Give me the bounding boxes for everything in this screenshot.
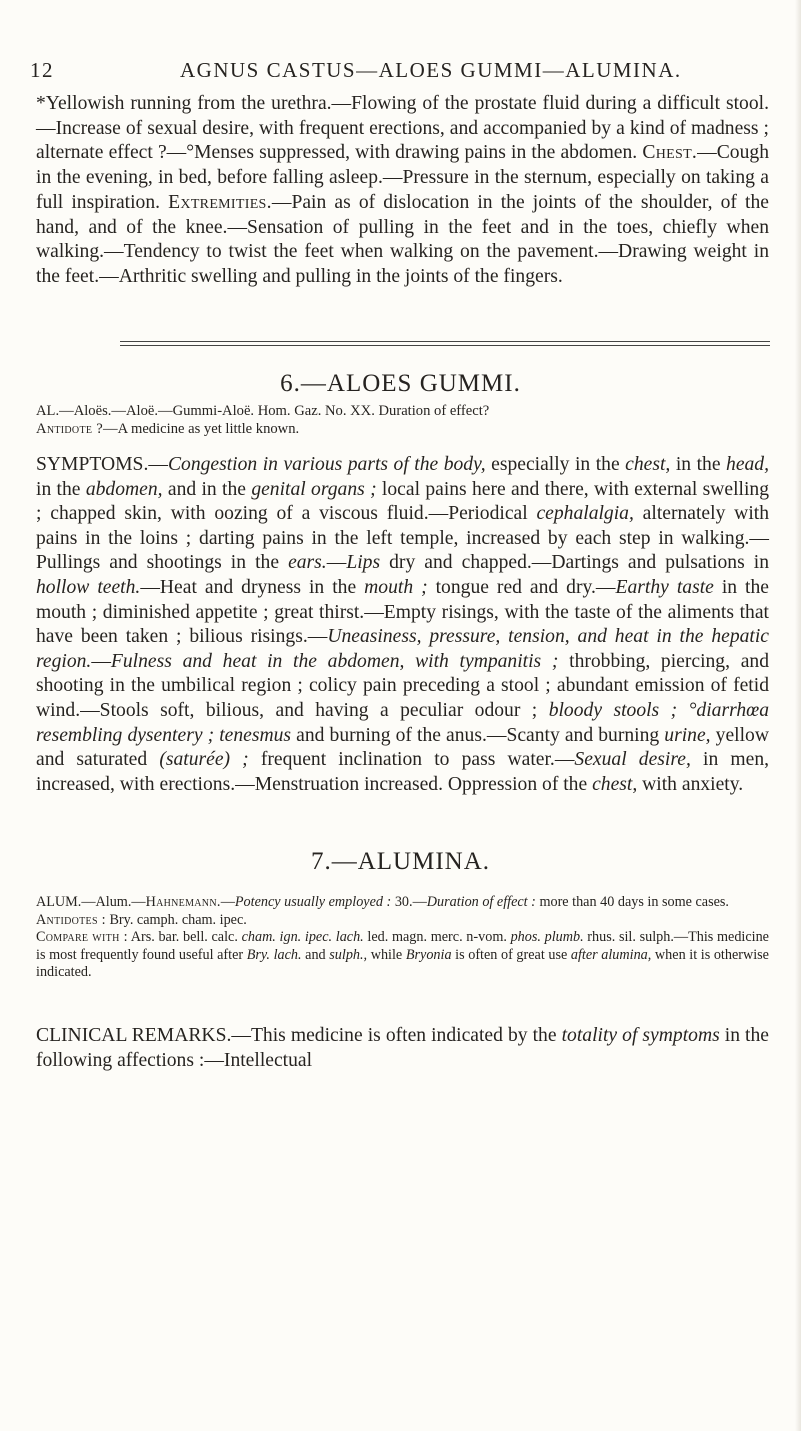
page-edge-shadow [795, 0, 801, 1431]
text-run: Congestion in various parts of the body, [167, 454, 486, 475]
text-run: more than 40 days in some cases. [535, 894, 729, 910]
genital-symptoms-text: *Yellowish running from the urethra.—Flowing of the prostate fluid during a difficult stool.—Increase of sexual desire, with frequent erections, and accompanied by a kind of madness ; alternate effect ?—°Menses suppressed, with drawing pains in the abdomen. [36, 93, 769, 164]
antidote-label: Antidote ? [36, 420, 103, 437]
text-run: genital organs ; [251, 478, 377, 500]
chest-text: —Cough in the evening, in bed, before falling asleep.—Pressure in the sternum, especially on taking a full inspiration. [36, 142, 769, 213]
text-run: (saturée) ; [159, 749, 249, 771]
text-run: led. magn. merc. n-vom. [363, 929, 511, 945]
text-run: rhus. sil. sulph.—This medicine is most frequently found useful after [36, 929, 769, 963]
aloes-heading: 6.—ALOES GUMMI. [280, 370, 521, 397]
alumina-heading: 7.—ALUMINA. [310, 848, 491, 875]
alumina-meta [36, 894, 769, 982]
text-run: and burning of the anus.—Scanty and burning [291, 724, 665, 746]
text-run: Fulness and heat in the abdomen, with tympanitis ; [110, 650, 559, 672]
text-run: yellow and saturated [36, 724, 769, 771]
text-run: throbbing, piercing, and shooting in the umbilical region ; colicy pain preceding a stool ; abundant emission of fetid wind.—Stools soft, bilious, and having a peculiar odour ; [36, 650, 769, 721]
text-run: — [91, 650, 111, 672]
text-run: Bry. lach. [246, 946, 302, 963]
aloes-meta [36, 403, 769, 438]
running-header [30, 58, 770, 86]
section-divider-bottom [120, 345, 770, 346]
text-run: and in the [162, 478, 252, 500]
text-run: — [148, 454, 168, 475]
antidotes-text: Bry. camph. cham. ipec. [105, 911, 247, 928]
text-run: with anxiety. [637, 773, 744, 795]
text-run: tongue red and dry.— [427, 576, 616, 598]
symptoms-label: SYMPTOMS. [36, 454, 149, 475]
text-run: Duration of effect : [426, 894, 536, 910]
antidote-text: —A medicine as yet little known. [103, 420, 300, 437]
text-run: chest, [625, 454, 671, 475]
text-run: in the mouth ; diminished appetite ; great thirst.—Empty risings, with the taste of the aliments that have been taken ; bilious risings.— [36, 576, 769, 648]
text-run: cham. ign. ipec. lach. [241, 929, 364, 945]
text-run: totality of symptoms [561, 1025, 720, 1046]
text-run: urine, [664, 724, 711, 746]
text-run: ears. [288, 552, 327, 574]
chest-label: Chest. [642, 142, 698, 164]
text-run: head, [726, 454, 770, 475]
text-run: alternately with pains in the loins ; darting pains in the left temple, increased by each step in walking.—Pullings and shootings in the [36, 503, 770, 574]
text-run: frequent inclination to pass water.— [248, 749, 575, 771]
text-run: mouth ; [364, 576, 428, 598]
text-run: chest, [592, 773, 638, 795]
text-run: especially in the [485, 454, 626, 475]
text-run: is often of great use [451, 946, 571, 963]
text-run: 30.— [391, 894, 427, 910]
text-run: Potency usually employed : [234, 894, 392, 910]
text-run: — [326, 552, 347, 574]
text-run: abdomen, [85, 478, 163, 500]
text-run: phos. plumb. [510, 929, 584, 945]
text-run: after alumina, [570, 946, 652, 963]
text-run: Sexual desire, [574, 749, 691, 771]
text-run: —Heat and dryness in the [140, 576, 365, 598]
text-run: Uneasiness, pressure, tension, and heat in the hepatic region. [36, 626, 769, 672]
agnus-castus-continuation [36, 92, 769, 290]
antidotes-label: Antidotes : [36, 911, 106, 928]
text-run: dry and chapped.—Dartings and pulsations in [380, 552, 769, 574]
section-divider-top [120, 341, 770, 342]
text-run: when it is otherwise indicated. [36, 946, 769, 980]
clinical-remarks [36, 1024, 769, 1073]
text-run: Earthy taste [615, 576, 714, 598]
text-run: in the following affections :—Intellectual [36, 1025, 769, 1071]
compare-label: Compare with : [36, 929, 128, 945]
text-run: and [301, 946, 330, 963]
text-run: hollow teeth. [36, 576, 141, 598]
extremities-text: —Pain as of dislocation in the joints of the shoulder, of the hand, and of the knee.—Sensation of pulling in the feet and in the toes, chiefly when walking.—Tendency to twist the feet when walking on the pavement.—Drawing weight in the feet.—Arthritic swelling and pulling in the joints of the fingers. [36, 191, 769, 287]
running-title: AGNUS CASTUS—ALOES GUMMI—ALUMINA. [180, 58, 682, 82]
aloes-symptoms [36, 453, 769, 797]
text-run: cephalalgia, [536, 503, 634, 525]
text-run: sulph., [329, 946, 368, 963]
text-run: in men, increased, with erections.—Menstruation increased. Oppression of the [36, 749, 770, 795]
extremities-label: Extremities. [168, 191, 272, 213]
text-run: Hahnemann. [145, 894, 221, 910]
text-run: —This medicine is often indicated by the [231, 1025, 562, 1046]
text-run: bloody stools ; °diarrhœa resembling dysentery ; tenesmus [36, 699, 770, 746]
text-run: — [220, 894, 235, 910]
aloes-synonyms: AL.—Aloës.—Aloë.—Gummi-Aloë. Hom. Gaz. No. XX. Duration of effect? [36, 403, 490, 419]
text-run: Lips [346, 552, 381, 574]
text-run: ALUM.—Alum.— [36, 894, 146, 910]
text-run: in the [670, 454, 727, 475]
clinical-label: CLINICAL REMARKS. [36, 1025, 232, 1046]
text-run: Bryonia [405, 946, 452, 963]
text-run: Ars. bar. bell. calc. [127, 929, 242, 945]
text-run: local pains here and there, with external swelling ; chapped skin, with oozing of a viscous fluid.—Periodical [36, 478, 769, 525]
text-run: while [367, 946, 406, 963]
page-number: 12 [30, 58, 54, 82]
text-run: in the [36, 478, 86, 500]
